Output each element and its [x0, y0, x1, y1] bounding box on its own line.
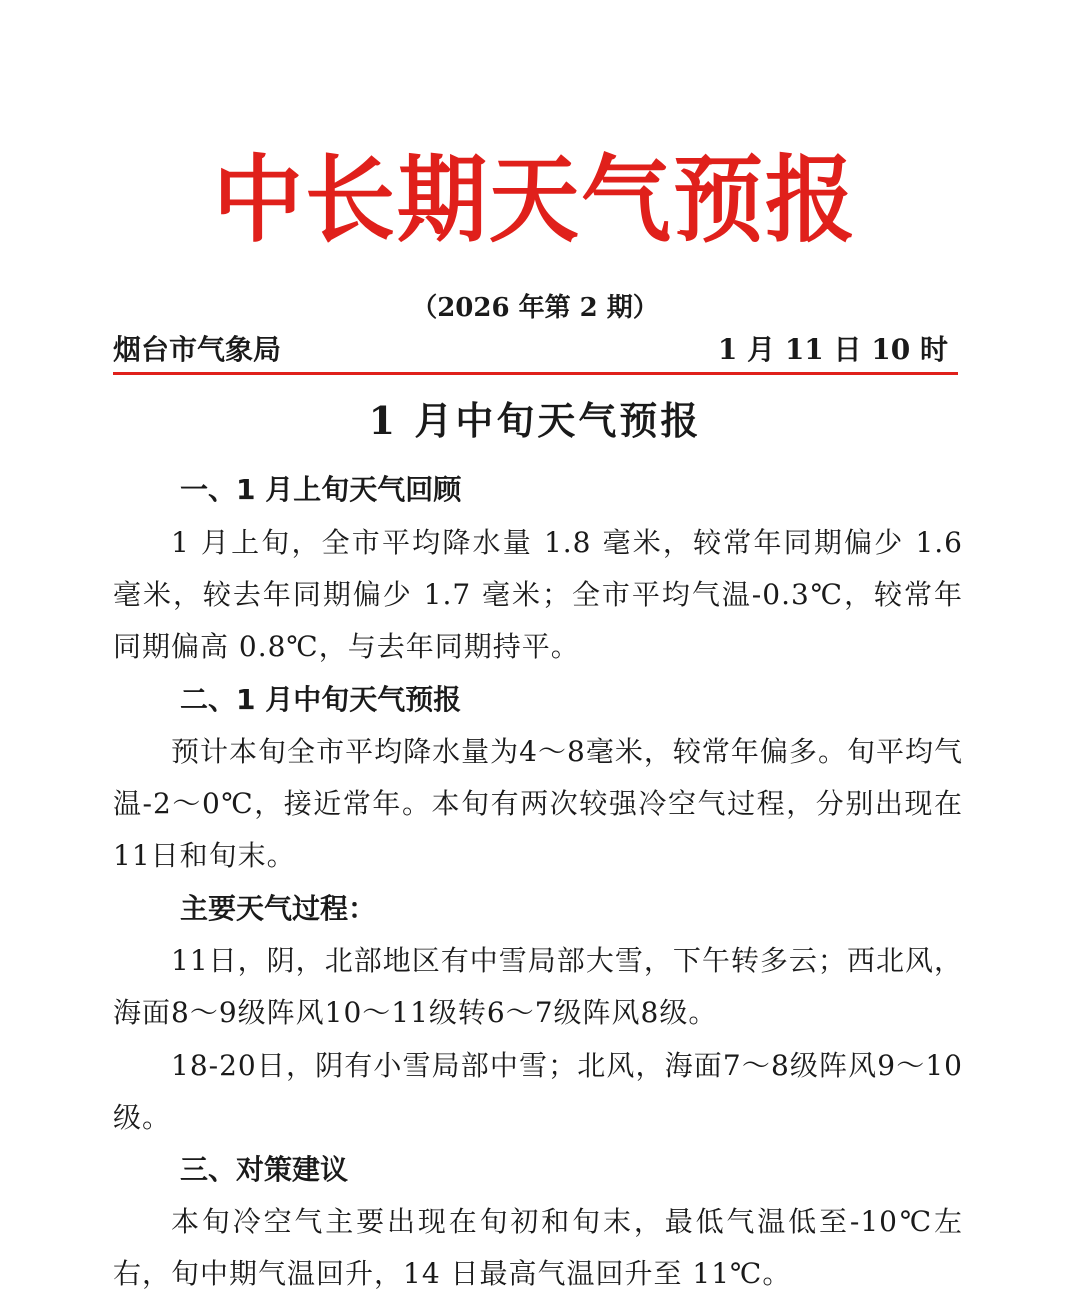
agency-name: 烟台市气象局 — [113, 333, 282, 366]
paragraph-review: 1 月上旬，全市平均降水量 1.8 毫米，较常年同期偏少 1.6 毫米，较去年同期偏少 1.7 毫米；全市平均气温-0.3℃，较常年同期偏高 0.8℃，与去年同期持平。 — [113, 526, 963, 663]
section-heading-advice: 三、对策建议 — [180, 1153, 349, 1186]
section-heading-review: 一、1 月上旬天气回顾 — [180, 473, 462, 506]
red-divider — [113, 372, 958, 375]
paragraph-process-2: 18-20日，阴有小雪局部中雪；北风，海面7～8级阵风9～10级。 — [113, 1049, 963, 1134]
meta-row — [113, 330, 958, 370]
issue-number: （2026 年第 2 期） — [411, 293, 659, 323]
paragraph-advice: 本旬冷空气主要出现在旬初和旬末，最低气温低至-10℃左右，旬中期气温回升，14 日最高气温回升至 11℃。 — [113, 1205, 963, 1290]
document-title: 1 月中旬天气预报 — [368, 398, 702, 443]
section-heading-process: 主要天气过程： — [180, 892, 377, 925]
paragraph-forecast: 预计本旬全市平均降水量为4～8毫米，较常年偏多。旬平均气温-2～0℃，接近常年。本旬有两次较强冷空气过程，分别出现在11日和旬末。 — [113, 735, 963, 872]
section-heading-forecast: 二、1 月中旬天气预报 — [180, 683, 462, 716]
masthead-title: 中长期天气预报 — [213, 144, 857, 256]
issued-time: 1 月 11 日 10 时 — [717, 333, 948, 366]
paragraph-process-1: 11日，阴，北部地区有中雪局部大雪，下午转多云；西北风，海面8～9级阵风10～11级转6～7级阵风8级。 — [113, 944, 963, 1029]
